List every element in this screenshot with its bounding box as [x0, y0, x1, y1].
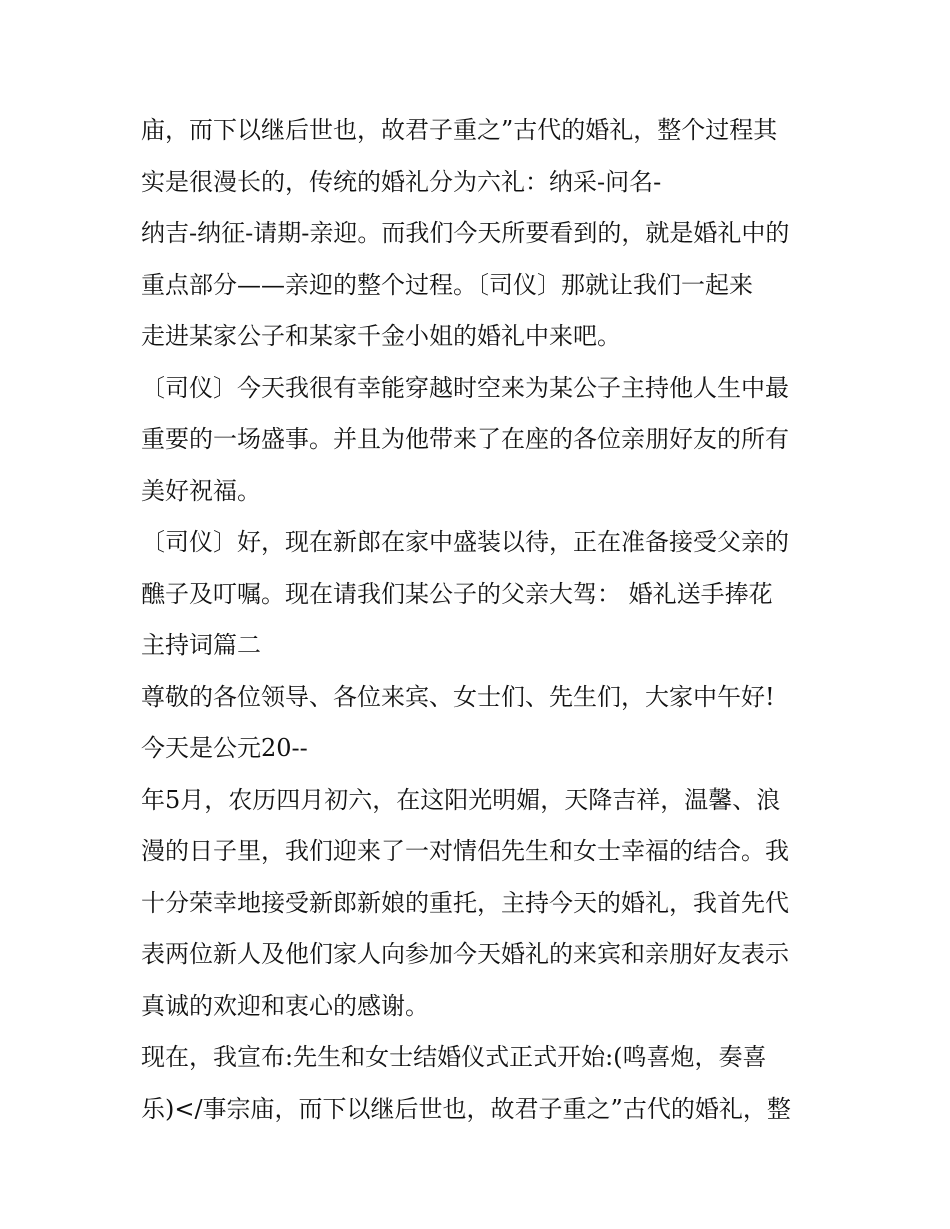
- text-line: 走进某家公子和某家千金小姐的婚礼中来吧。: [141, 322, 621, 350]
- text-line: 重点部分——亲迎的整个过程。〔司仪〕那就让我们一起来: [141, 270, 753, 299]
- text-line: 尊敬的各位领导、各位来宾、女士们、先生们，大家中午好!: [141, 682, 775, 711]
- document-body: [141, 110, 821, 1140]
- section-title-line: 主持词篇二: [141, 631, 261, 659]
- text-line: 真诚的欢迎和衷心的感谢。: [141, 991, 429, 1020]
- text-line: 庙，而下以继后世也，故君子重之”古代的婚礼，整个过程其: [141, 116, 778, 144]
- text-line: 重要的一场盛事。并且为他带来了在座的各位亲朋好友的所有: [141, 425, 789, 453]
- text-line: 醮子及叮嘱。现在请我们某公子的父亲大驾： 婚礼送手捧花: [141, 579, 773, 608]
- text-line: 美好祝福。: [141, 476, 261, 505]
- text-line: 〔司仪〕好，现在新郎在家中盛装以待，正在准备接受父亲的: [141, 528, 789, 556]
- text-line: 今天是公元20--: [141, 734, 308, 762]
- text-line: 年5月，农历四月初六，在这阳光明媚，天降吉祥，温馨、浪: [141, 785, 781, 814]
- text-line: 表两位新人及他们家人向参加今天婚礼的来宾和亲朋好友表示: [141, 940, 789, 968]
- text-line: 十分荣幸地接受新郎新娘的重托，主持今天的婚礼，我首先代: [141, 888, 789, 917]
- text-line: 〔司仪〕今天我很有幸能穿越时空来为某公子主持他人生中最: [141, 373, 789, 402]
- text-line: 纳吉-纳征-请期-亲迎。而我们今天所要看到的，就是婚礼中的: [141, 219, 790, 247]
- text-line: 乐)</事宗庙，而下以继后世也，故君子重之”古代的婚礼，整: [141, 1094, 791, 1123]
- text-line: 漫的日子里，我们迎来了一对情侣先生和女士幸福的结合。我: [141, 837, 789, 865]
- text-line: 实是很漫长的，传统的婚礼分为六礼：纳采-问名-: [141, 167, 662, 196]
- text-line: 现在，我宣布:先生和女士结婚仪式正式开始:(鸣喜炮，奏喜: [141, 1043, 767, 1071]
